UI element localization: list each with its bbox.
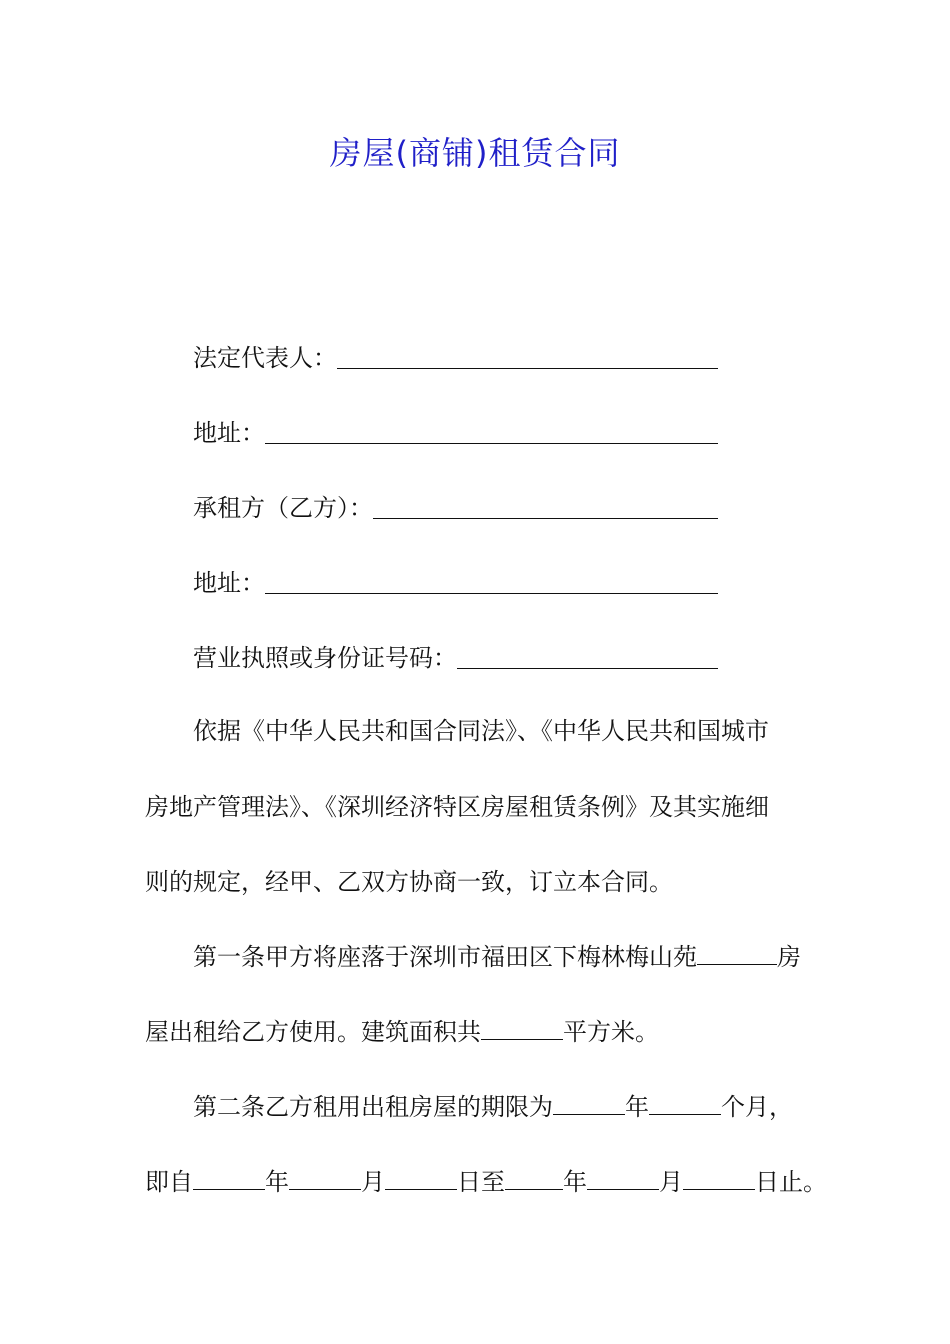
- field-address-lessor: [193, 418, 950, 448]
- preamble-line-3: 则的规定，经甲、乙双方协商一致，订立本合同。: [145, 868, 673, 896]
- article2-prefix: 即自: [145, 1168, 193, 1196]
- article2-year: 年: [625, 1093, 649, 1121]
- blank-line: [481, 1019, 563, 1040]
- field-label: 法定代表人：: [193, 344, 337, 372]
- blank-line: [265, 571, 718, 594]
- article2-suffix: 个月，: [721, 1093, 793, 1121]
- blank-line: [553, 1094, 625, 1115]
- article1-line-2: [145, 1017, 950, 1047]
- article2-day-to: 日至: [457, 1168, 505, 1196]
- field-label: 地址：: [193, 419, 265, 447]
- article2-end: 日止。: [755, 1168, 827, 1196]
- blank-line: [683, 1169, 755, 1190]
- blank-line: [289, 1169, 361, 1190]
- field-lessee: [193, 493, 950, 523]
- article2-year-label-2: 年: [563, 1168, 587, 1196]
- article2-month-label-2: 月: [659, 1168, 683, 1196]
- preamble-line-2: 房地产管理法》、《深圳经济特区房屋租赁条例》及其实施细: [145, 793, 769, 821]
- article2-year-label: 年: [265, 1168, 289, 1196]
- article2-line-1: [193, 1092, 950, 1122]
- field-label: 营业执照或身份证号码：: [193, 644, 457, 672]
- field-legal-representative: [193, 343, 950, 373]
- blank-line: [265, 421, 718, 444]
- blank-line: [385, 1169, 457, 1190]
- article2-line-2: [145, 1167, 950, 1197]
- blank-line: [697, 944, 777, 965]
- field-label: 地址：: [193, 569, 265, 597]
- blank-line: [457, 646, 718, 669]
- preamble-line-1: 依据《中华人民共和国合同法》、《中华人民共和国城市: [193, 717, 769, 745]
- blank-line: [505, 1169, 563, 1190]
- article1-line-1: [193, 942, 950, 972]
- article1-text: 第一条甲方将座落于深圳市福田区下梅林梅山苑: [193, 943, 697, 971]
- blank-line: [587, 1169, 659, 1190]
- blank-line: [649, 1094, 721, 1115]
- article2-text: 第二条乙方租用出租房屋的期限为: [193, 1093, 553, 1121]
- article1-suffix-2: 平方米。: [563, 1018, 659, 1046]
- blank-line: [193, 1169, 265, 1190]
- article2-month-label: 月: [361, 1168, 385, 1196]
- field-label: 承租方（乙方）：: [193, 494, 373, 522]
- field-license-id: [193, 643, 950, 673]
- blank-line: [337, 346, 718, 369]
- article1-suffix: 房: [777, 943, 801, 971]
- blank-line: [373, 496, 718, 519]
- article1-text-2: 屋出租给乙方使用。建筑面积共: [145, 1018, 481, 1046]
- document-title: 房屋(商铺)租赁合同: [329, 134, 621, 172]
- field-address-lessee: [193, 568, 950, 598]
